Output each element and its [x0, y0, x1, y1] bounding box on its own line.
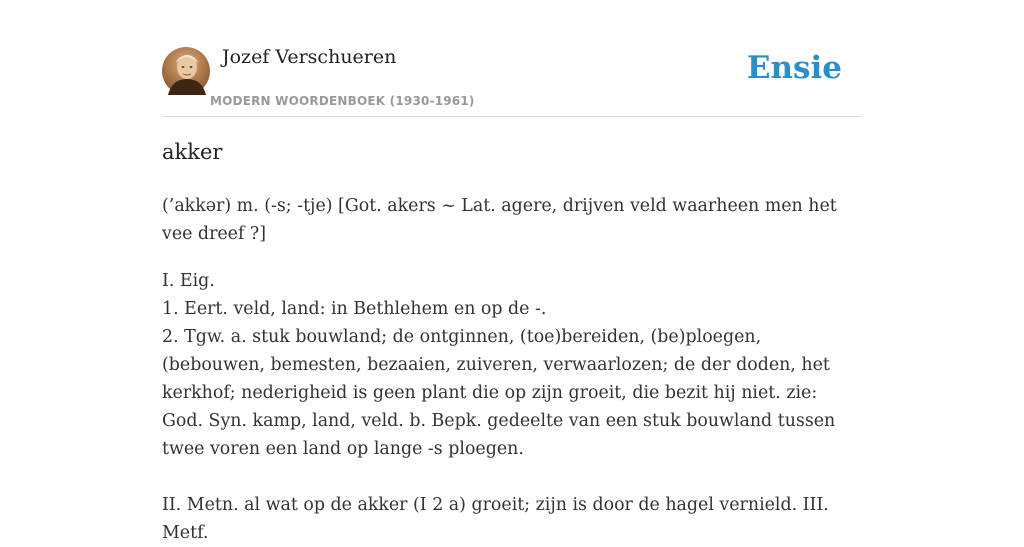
dictionary-source[interactable]: MODERN WOORDENBOEK (1930-1961): [210, 94, 475, 108]
sense-paragraph: 2. Tgw. a. stuk bouwland; de ontginnen, (toe)bereiden, (be)ploegen, (bebouwen, bemesten, bezaaien, zuiveren, verwaarlozen; de der doden, het kerkhof; nederigheid is geen plant die op zijn groeit, die bezit hij niet. zie: God. Syn. kamp, land, veld. b. Bepk. gedeelte van een stuk bouwland tussen twee voren een land op lange -s ploegen.: [162, 327, 836, 459]
etymology-paragraph: (’akkər) m. (-s; -tje) [Got. akers ~ Lat. agere, drijven veld waarheen men het vee dreef ?]: [162, 196, 837, 244]
author-avatar[interactable]: [162, 47, 210, 95]
section-paragraph: II. Metn. al wat op de akker (I 2 a) groeit; zijn is door de hagel vernield. III. Metf.: [162, 495, 829, 543]
author-name[interactable]: Jozef Verschueren: [222, 46, 397, 68]
spacer: [162, 463, 862, 491]
entry-header: [162, 44, 862, 117]
entry-body: [162, 192, 862, 547]
section-heading: I. Eig.: [162, 271, 215, 291]
entry-title: akker: [162, 140, 223, 164]
sense-paragraph: 1. Eert. veld, land: in Bethlehem en op de -.: [162, 299, 547, 319]
ensie-logo-link[interactable]: Ensie: [746, 50, 842, 86]
author-portrait-icon: [162, 47, 210, 95]
